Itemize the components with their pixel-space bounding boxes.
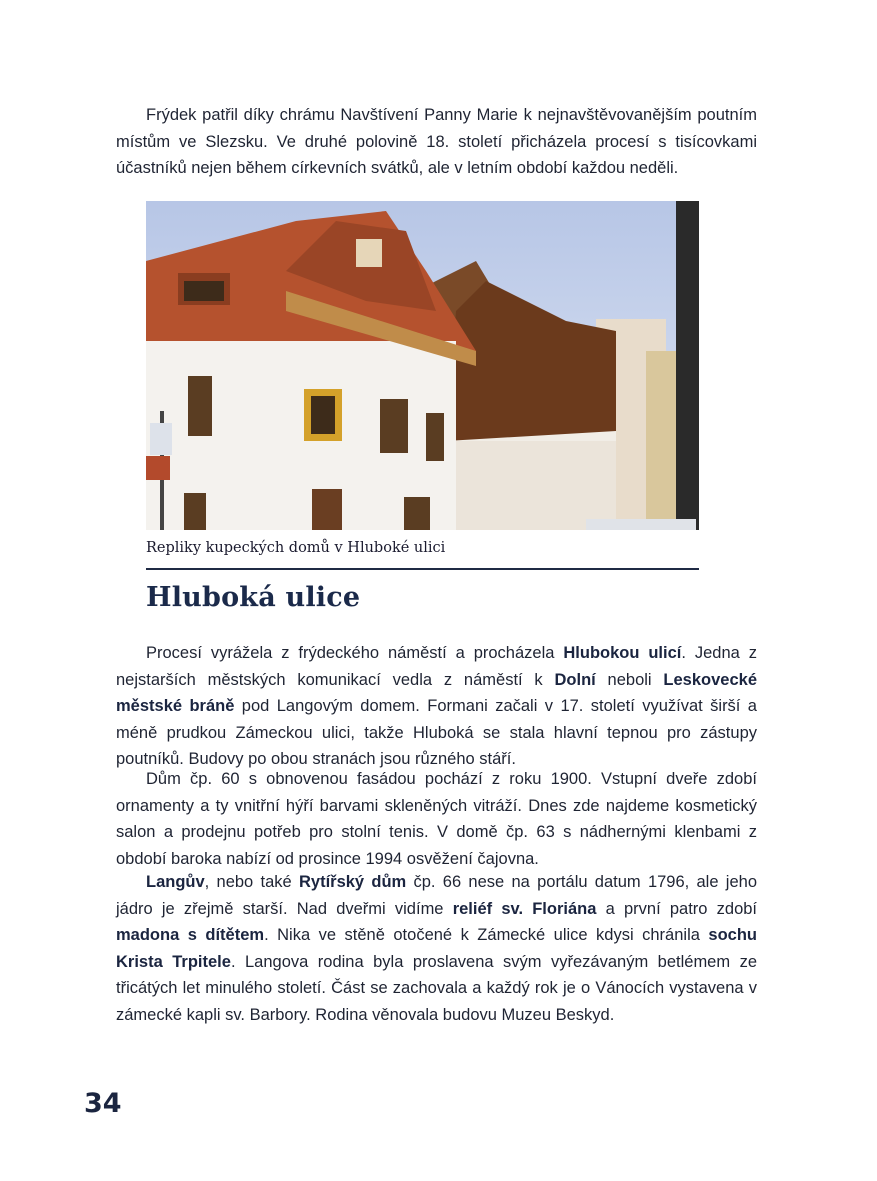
- section-heading: Hluboká ulice: [146, 582, 361, 613]
- page-number: 34: [84, 1088, 122, 1119]
- street-photo: [146, 201, 699, 530]
- section-paragraph-2: Dům čp. 60 s obnovenou fasádou pochází z roku 1900. Vstupní dveře zdobí ornamenty a ty vnitřní hýří barvami skleněných vitráží. Dnes zde najdeme kosmetický salon a prodejnu potřeb pro stolní tenis. V domě čp. 63 s nádhernými klenbami z období baroka nabízí od prosince 1994 osvěžení čajovna.: [116, 770, 757, 868]
- section-paragraph-1: Procesí vyrážela z frýdeckého náměstí a procházela Hlubokou ulicí. Jedna z nejstarších městských komunikací vedla z náměstí k Dolní neboli Leskovecké městské bráně pod Langovým domem. Formani začali v 17. století využívat širší a méně prudkou Zámeckou ulici, takže Hluboká se stala hlavní tepnou pro zástupy poutníků. Budovy po obou stranách jsou různého stáří.: [116, 644, 757, 768]
- caption-divider: [146, 568, 699, 570]
- section-paragraph-3: Langův, nebo také Rytířský dům čp. 66 nese na portálu datum 1796, ale jeho jádro je zřejmě starší. Nad dveřmi vidíme reliéf sv. Floriána a první patro zdobí madona s dítětem. Nika ve stěně otočené k Zámecké ulice kdysi chránila sochu Krista Trpitele. Langova rodina byla proslavena svým vyřezávaným betlémem ze třicátých let minulého století. Část se zachovala a každý rok je o Vánocích vystavena v zámecké kapli sv. Barbory. Rodina věnovala budovu Muzeu Beskyd.: [116, 873, 758, 1024]
- photo-caption: Repliky kupeckých domů v Hluboké ulici: [146, 540, 446, 556]
- intro-paragraph: Frýdek patřil díky chrámu Navštívení Panny Marie k nejnavštěvovanějším poutním místům ve Slezsku. Ve druhé polovině 18. století přicházela procesí s tisícovkami účastníků nejen během církevních svátků, ale v letním období každou neděli.: [116, 106, 757, 177]
